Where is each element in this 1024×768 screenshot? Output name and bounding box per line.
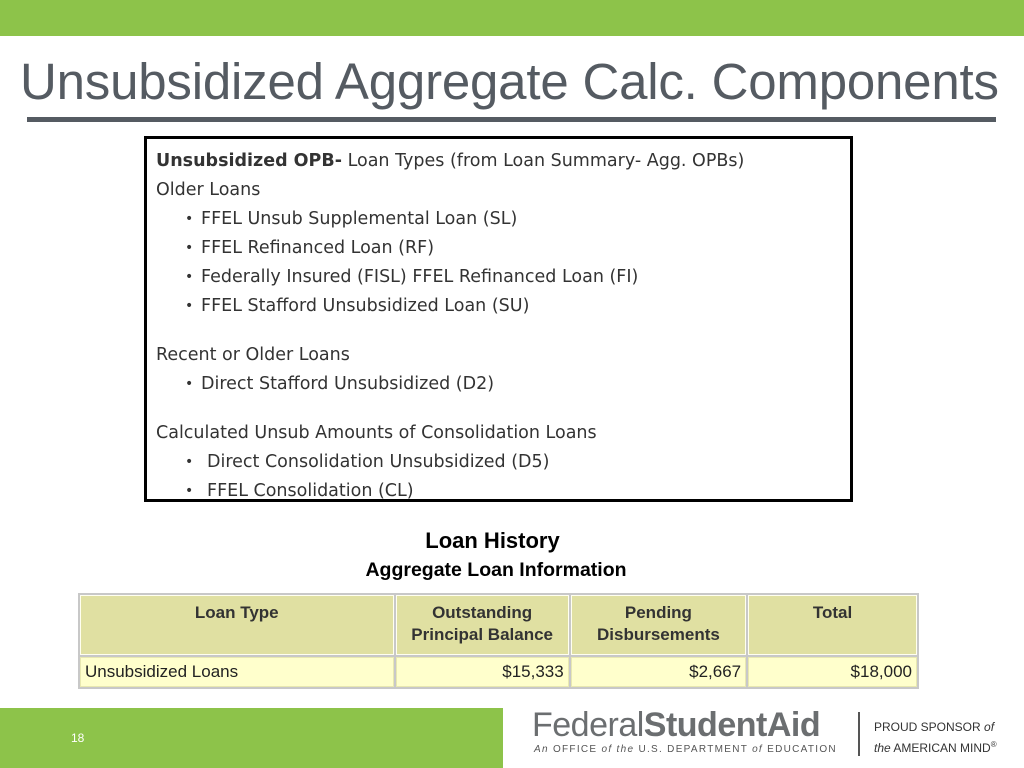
bullet-icon: • [185, 376, 194, 392]
cell-loan-type: Unsubsidized Loans [80, 657, 394, 687]
page-number: 18 [71, 731, 85, 745]
list-item: • FFEL Refinanced Loan (RF) [156, 234, 850, 263]
cell-total: $18,000 [748, 657, 917, 687]
group-label-older: Older Loans [156, 180, 261, 200]
logo-federal: Federal [532, 706, 644, 744]
col-header-total: Total [748, 595, 917, 655]
loan-history-title: Loan History [425, 528, 560, 553]
bullet-icon: • [185, 211, 194, 227]
bullet-icon: • [185, 240, 194, 256]
list-item: • FFEL Unsub Supplemental Loan (SL) [156, 205, 850, 234]
aggregate-loan-table [78, 593, 919, 689]
title-underline [27, 117, 996, 122]
group-label-recent: Recent or Older Loans [156, 345, 350, 365]
table-header-row [80, 595, 917, 655]
top-accent-bar [0, 0, 1024, 36]
footer-divider [858, 712, 860, 756]
box-heading [156, 147, 850, 176]
group-label-consolidation: Calculated Unsub Amounts of Consolidation Loans [156, 423, 597, 443]
table-row [80, 657, 917, 687]
box-heading-text: Loan Types (from Loan Summary- Agg. OPBs) [342, 151, 745, 171]
list-item: • Direct Stafford Unsubsidized (D2) [156, 370, 850, 399]
older-loans-list [156, 205, 850, 321]
col-header-loan-type: Loan Type [80, 595, 394, 655]
bullet-icon: • [185, 269, 194, 285]
bullet-icon: • [185, 298, 194, 314]
col-header-outstanding: Outstanding Principal Balance [396, 595, 569, 655]
logo-student-aid: StudentAid [643, 706, 821, 744]
bullet-icon: • [185, 483, 194, 499]
cell-pending: $2,667 [571, 657, 746, 687]
consolidation-loans-list [156, 448, 850, 506]
loan-types-box [144, 136, 853, 502]
cell-outstanding: $15,333 [396, 657, 569, 687]
box-heading-bold: Unsubsidized OPB- [156, 151, 342, 171]
list-item: • FFEL Stafford Unsubsidized Loan (SU) [156, 292, 850, 321]
logo-tagline: An OFFICE of the U.S. DEPARTMENT of EDUCATION [534, 744, 837, 755]
list-item: • Federally Insured (FISL) FFEL Refinanced Loan (FI) [156, 263, 850, 292]
recent-loans-list [156, 370, 850, 399]
slide-title: Unsubsidized Aggregate Calc. Components [20, 53, 999, 110]
sponsor-text: PROUD SPONSOR of the AMERICAN MIND® [874, 720, 997, 755]
bullet-icon: • [185, 454, 194, 470]
list-item: • Direct Consolidation Unsubsidized (D5) [156, 448, 850, 477]
col-header-pending: Pending Disbursements [571, 595, 746, 655]
loan-history-subtitle: Aggregate Loan Information [365, 559, 627, 581]
list-item: • FFEL Consolidation (CL) [156, 477, 850, 506]
fsa-logo [532, 706, 820, 745]
